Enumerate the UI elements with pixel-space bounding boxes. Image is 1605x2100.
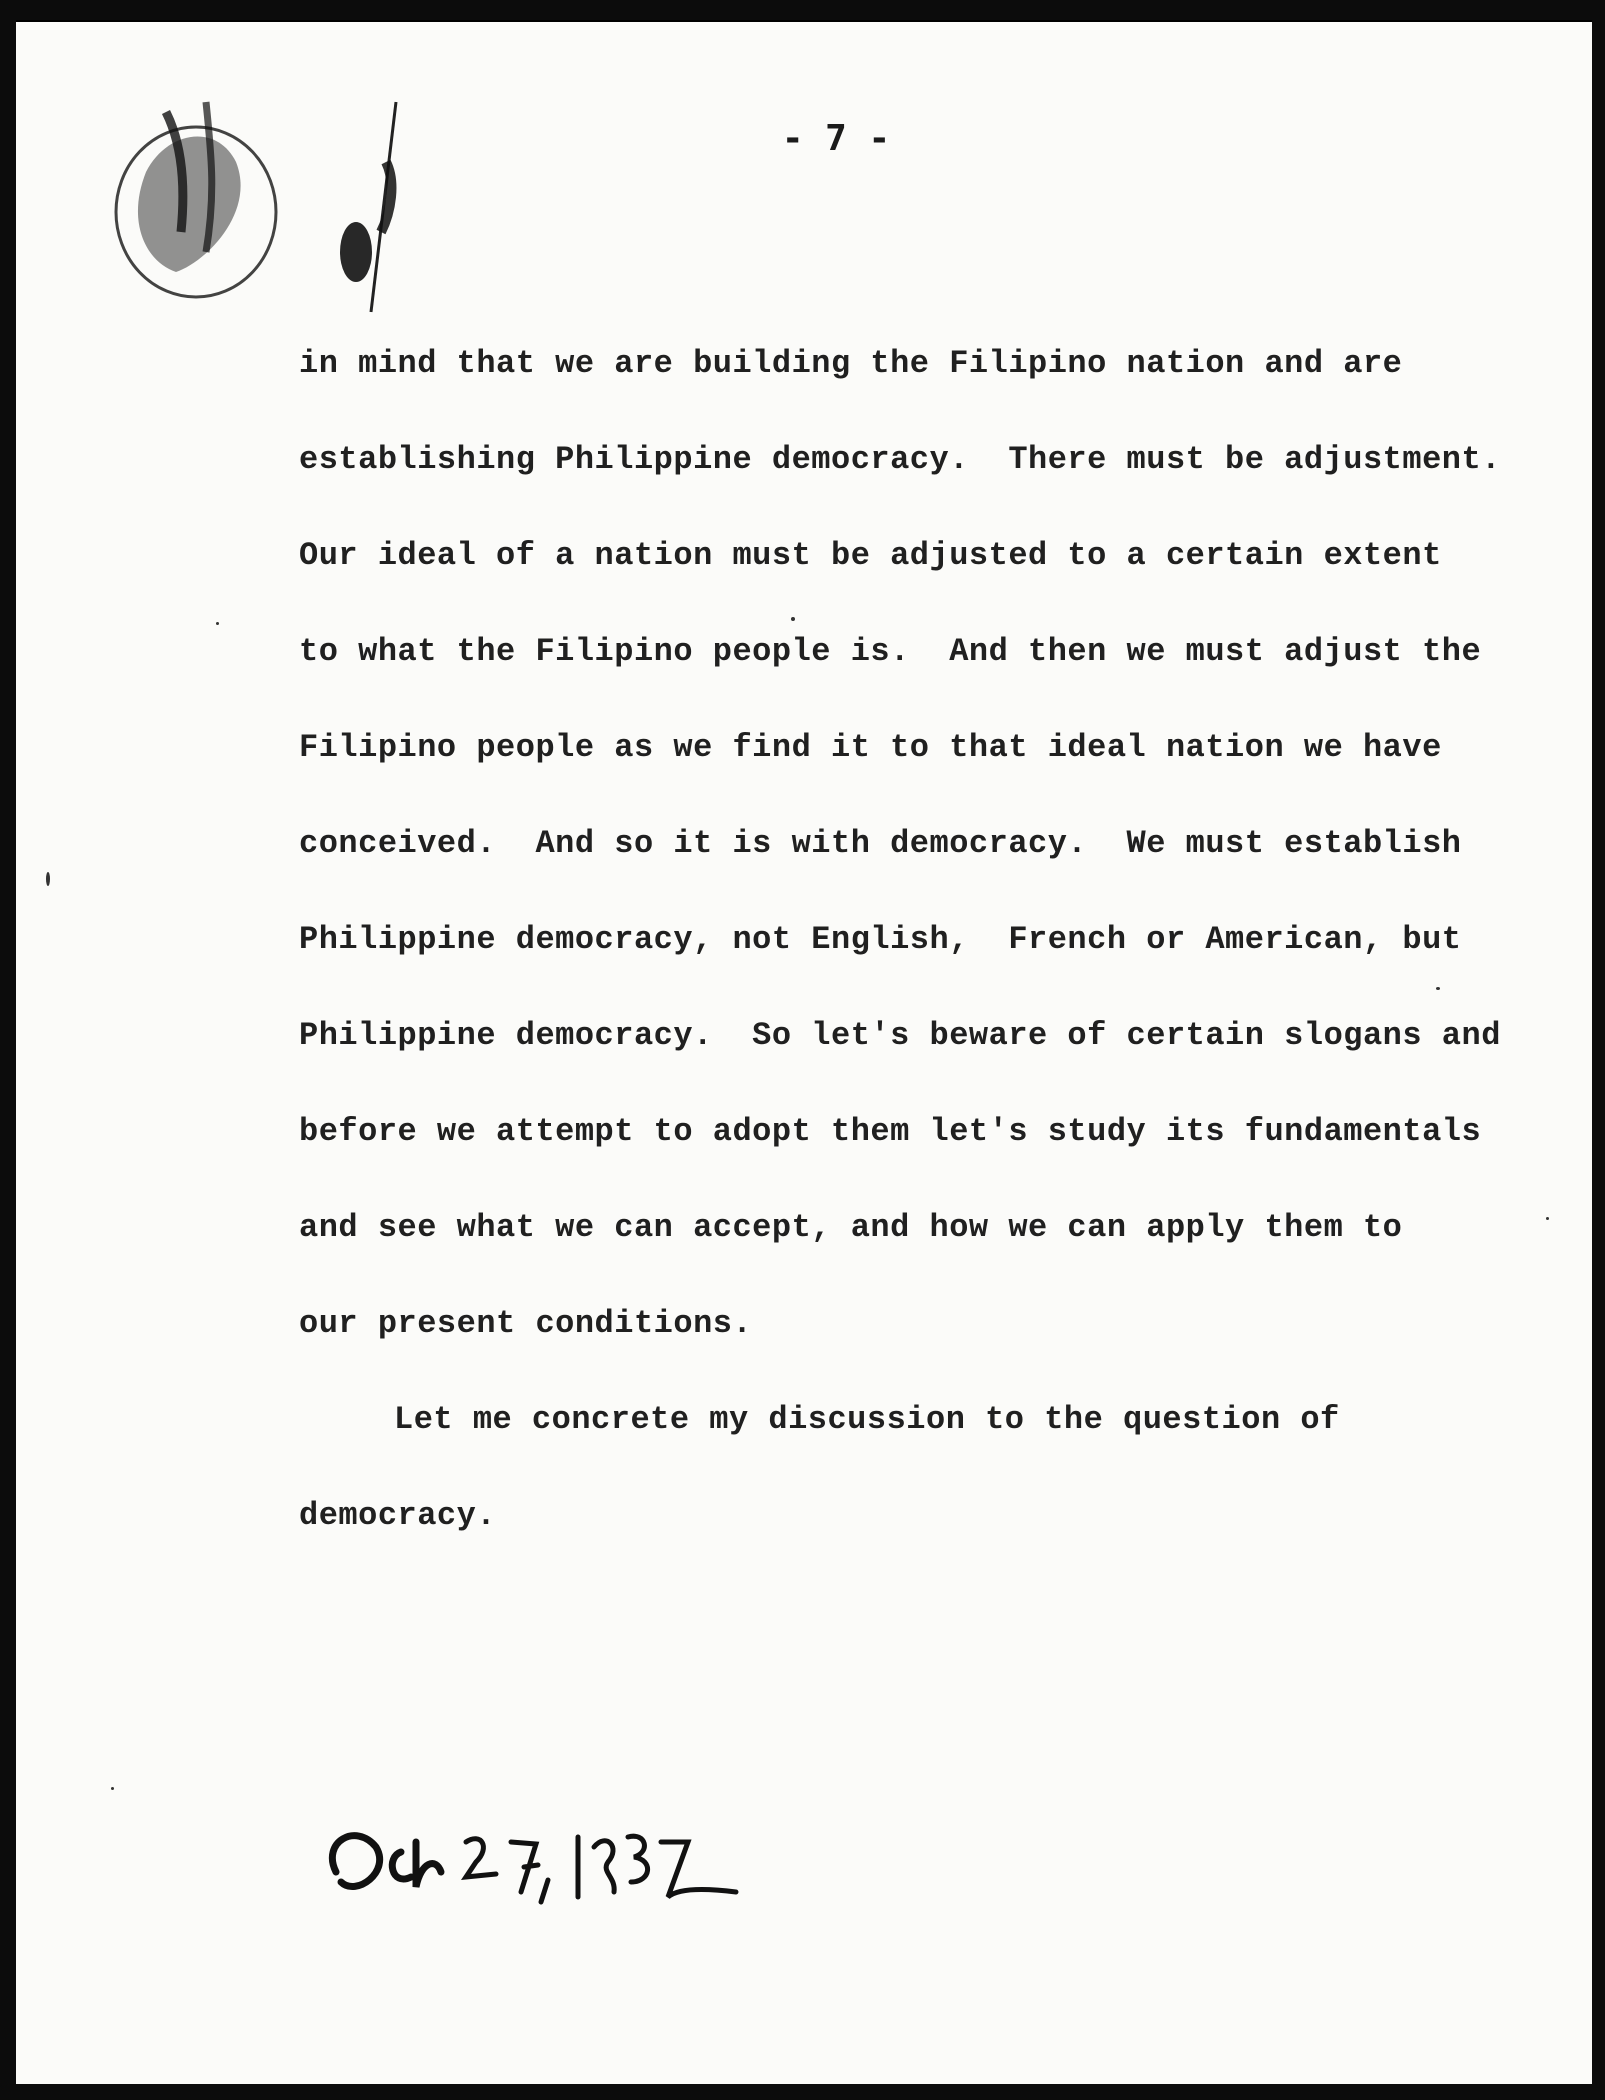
text-line: conceived. And so it is with democracy. We must establish [299,825,1462,862]
text-line: our present conditions. [299,1305,753,1342]
paper-speck [111,1787,114,1790]
scan-border-bottom [0,2082,1605,2100]
handwritten-date [316,1802,776,1922]
text-line: to what the Filipino people is. And then we must adjust the [299,633,1482,670]
text-line: Filipino people as we find it to that ideal nation we have [299,729,1442,766]
paper-speck [216,622,219,625]
text-line: and see what we can accept, and how we can apply them to [299,1209,1403,1246]
scan-border-top [0,0,1605,20]
ink-stain-mark [86,92,406,352]
paper-speck [46,872,50,886]
text-line: before we attempt to adopt them let's study its fundamentals [299,1113,1482,1150]
body-text [299,332,1499,1580]
text-line: Let me concrete my discussion to the question of [394,1401,1340,1438]
text-line: Philippine democracy, not English, French or American, but [299,921,1462,958]
text-line: Philippine democracy. So let's beware of certain slogans and [299,1017,1501,1054]
paper-speck [1546,1217,1549,1220]
text-line: Our ideal of a nation must be adjusted to a certain extent [299,537,1442,574]
paper-speck [1436,987,1440,990]
page-number: - 7 - [781,118,891,159]
document-page [16,20,1592,2084]
text-line: in mind that we are building the Filipino nation and are [299,345,1403,382]
scan-border-left [0,0,16,2100]
paper-speck [791,617,795,621]
scan-border-right [1592,0,1605,2100]
text-line: establishing Philippine democracy. There must be adjustment. [299,441,1501,478]
text-line: democracy. [299,1497,497,1534]
